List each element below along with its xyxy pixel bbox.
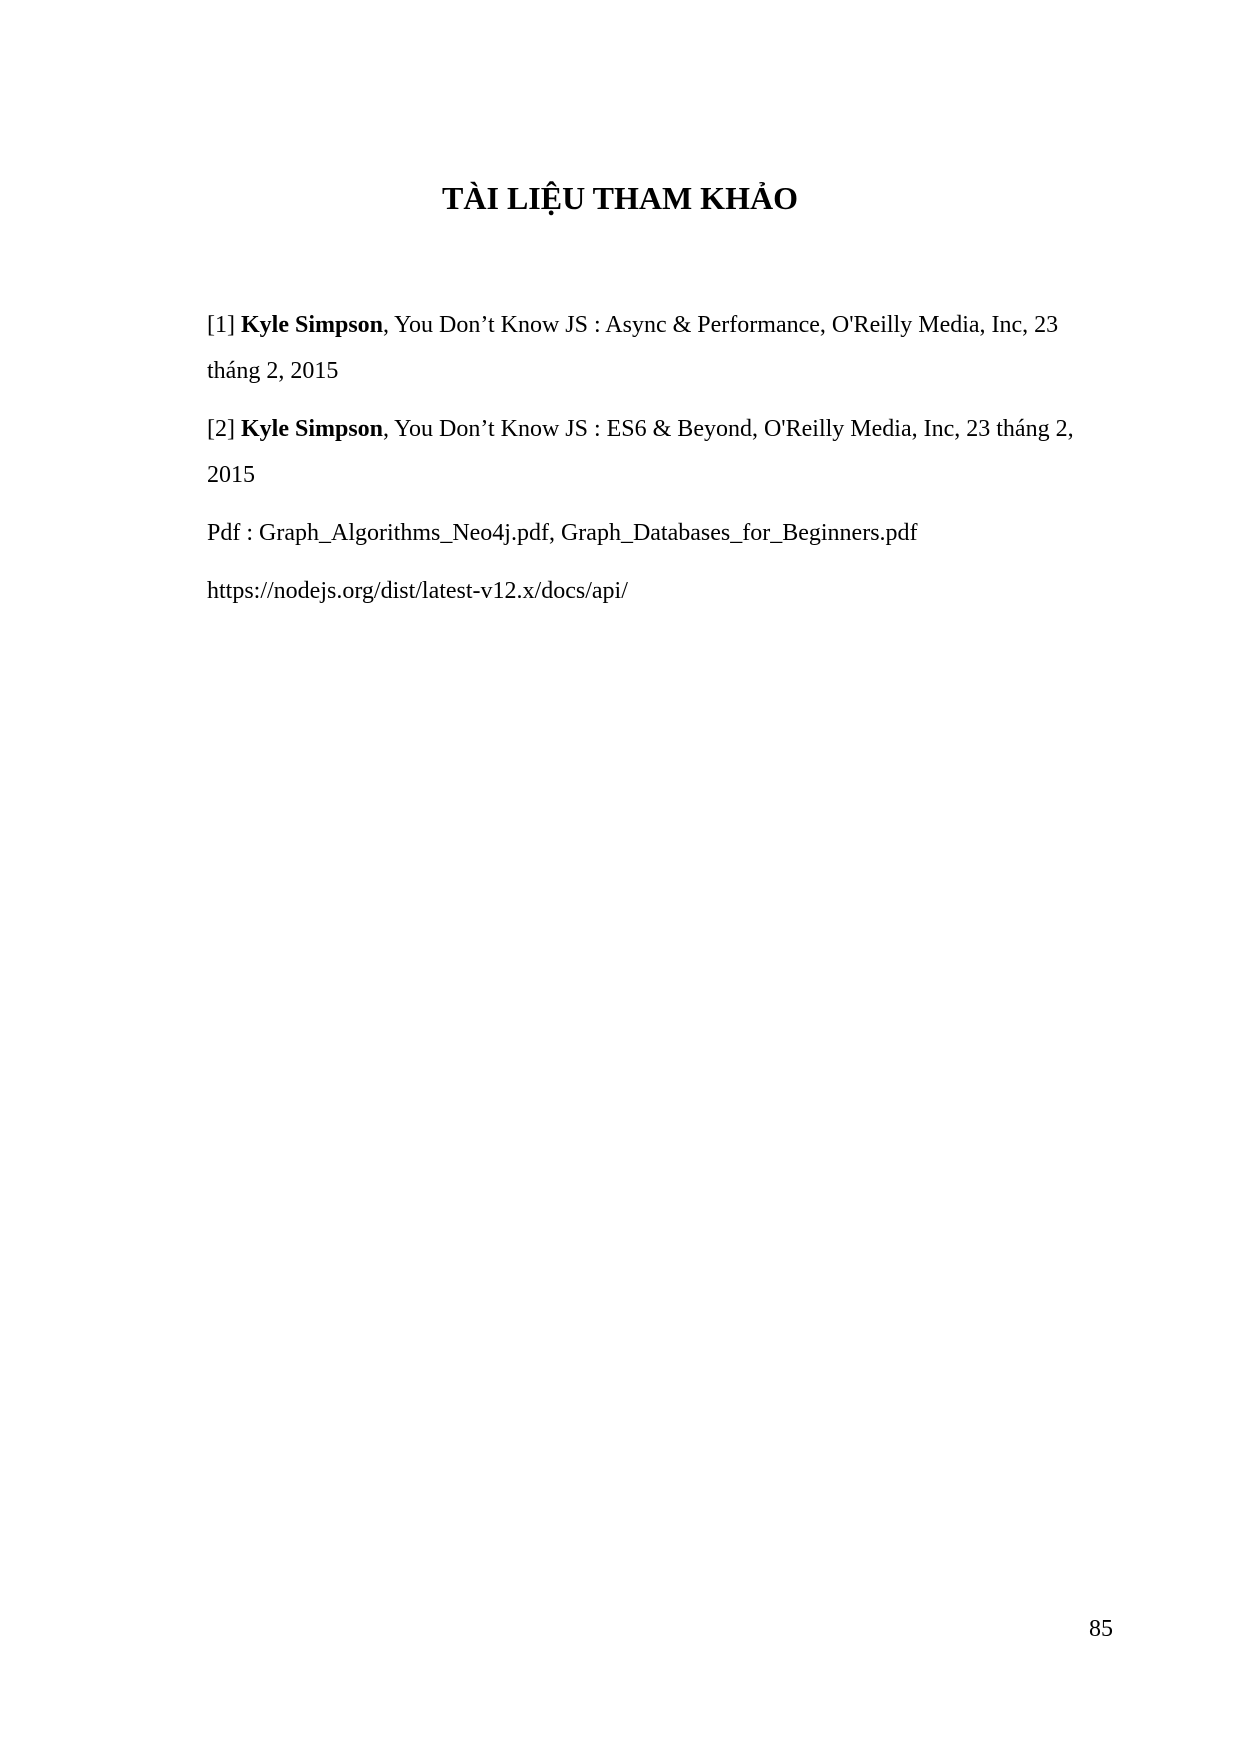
- reference-list: [207, 302, 1107, 626]
- reference-url-line: https://nodejs.org/dist/latest-v12.x/docs/api/: [207, 578, 628, 604]
- reference-pdf-line: Pdf : Graph_Algorithms_Neo4j.pdf, Graph_Databases_for_Beginners.pdf: [207, 520, 918, 546]
- reference-number: [1]: [207, 312, 241, 338]
- reference-author: Kyle Simpson: [240, 416, 384, 442]
- reference-text: , You Don’t Know JS : Async & Performance, O'Reilly Media, Inc, 23 tháng 2, 2015: [207, 312, 1059, 384]
- page-number: 85: [1089, 1616, 1113, 1642]
- reference-item-2: [207, 406, 1107, 498]
- reference-text: , You Don’t Know JS : ES6 & Beyond, O'Reilly Media, Inc, 23 tháng 2, 2015: [207, 416, 1074, 488]
- reference-item-1: [207, 302, 1107, 394]
- reference-number: [2]: [207, 416, 241, 442]
- page-title: TÀI LIỆU THAM KHẢO: [442, 180, 798, 216]
- reference-author: Kyle Simpson: [240, 312, 384, 338]
